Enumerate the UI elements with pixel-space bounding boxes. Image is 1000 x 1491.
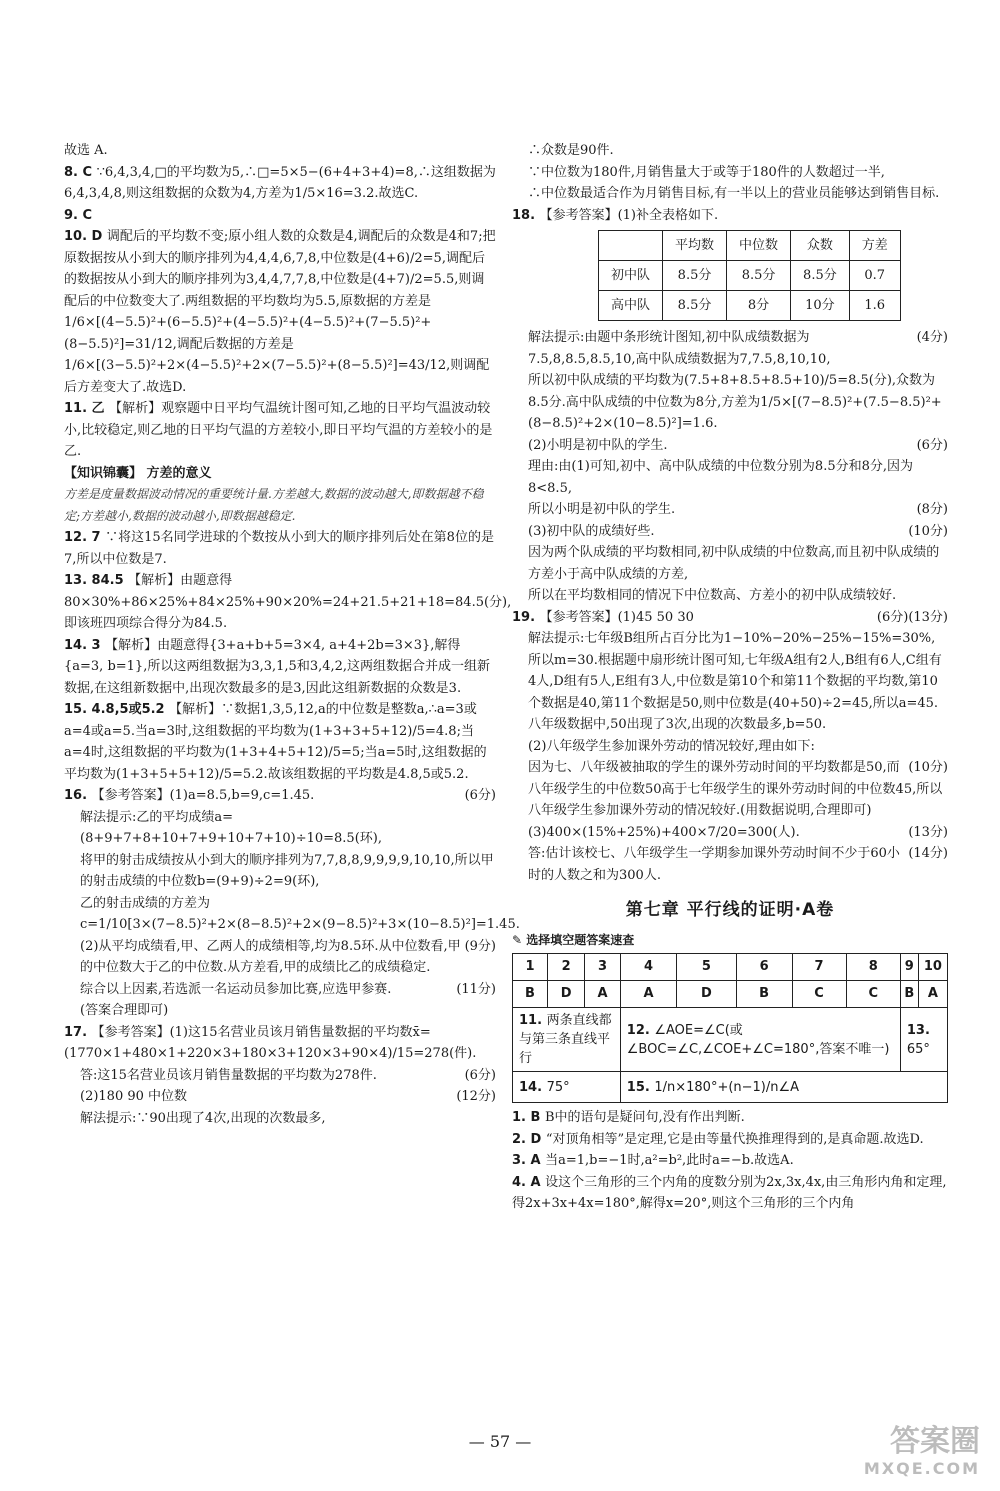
answer-text: 答:估计该校七、八年级学生一学期参加课外劳动时间不少于60小时的人数之和为300人. (528, 846, 900, 883)
answer-text: ∵将这15名同学进球的个数按从小到大的顺序排列后处在第8位的是7,所以中位数是7. (64, 530, 494, 567)
text-line (512, 183, 948, 205)
answer-cell: A (620, 981, 676, 1008)
table-row (599, 261, 901, 291)
answer-text: 方差是度量数据波动情况的重要统计量.方差越大,数据的波动越大,即数据越不稳定;方差越小,数据的波动越小,即数据越稳定. (64, 487, 484, 523)
text-line (512, 1172, 948, 1215)
question-number: 16. (64, 788, 92, 803)
answer-text: 解法提示:由题中条形统计图知,初中队成绩数据为7.5,8,8.5,8.5,10,高中队成绩数据为7,7.5,8,10,10, (528, 330, 831, 367)
answer-text: 设这个三角形的三个内角的度数分别为2x,3x,4x,由三角形内角和定理,得2x+3x+4x=180°,解得x=20°,则这个三角形的三个内角 (512, 1174, 947, 1211)
text-line (64, 635, 496, 700)
answer-cell (513, 1072, 621, 1103)
text-line (512, 628, 948, 736)
fill-number: 15. (626, 1079, 655, 1095)
answer-text: 解法提示:∵90出现了4次,出现的次数最多, (80, 1110, 326, 1126)
score-points: (6分) (916, 437, 948, 453)
fill-number: 12. (626, 1022, 655, 1038)
question-number: 8. C (64, 164, 97, 180)
answer-cell: 5 (677, 954, 737, 981)
score-points: (8分) (916, 502, 948, 517)
table-cell: 8.5分 (663, 261, 727, 291)
fill-answer: 65° (906, 1041, 930, 1057)
score-points: (12分) (456, 1089, 496, 1104)
text-line (64, 785, 496, 807)
answer-cell: B (736, 981, 792, 1008)
table-cell: 10分 (791, 291, 850, 321)
text-line (64, 1086, 496, 1108)
answer-cell (620, 1072, 947, 1103)
answer-text: 【解析】由题意得80×30%+86×25%+84×25%+90×20%=24+21.5+21+18=84.5(分),即该班四项综合得分为84.5. (64, 573, 512, 631)
answer-text: 将甲的射击成绩按从小到大的顺序排列为7,7,8,8,9,9,9,9,10,10,所以甲的射击成绩的中位数b=(9+9)÷2=9(环), (80, 852, 494, 889)
table-cell: 初中队 (599, 261, 663, 291)
text-line (64, 162, 496, 205)
answer-cell: B (513, 981, 548, 1008)
text-line (64, 936, 496, 979)
text-line (64, 699, 496, 785)
answer-cell (620, 1008, 900, 1072)
text-line (512, 822, 948, 844)
text-line (64, 1000, 496, 1022)
answer-text: (2)八年级学生参加课外劳动的情况较好,理由如下: (528, 738, 815, 754)
question-number: 3. A (512, 1153, 546, 1168)
text-line (64, 484, 496, 527)
answer-text: 【解析】观察题中日平均气温统计图可知,乙地的日平均气温波动较小,比较稳定,则乙地的日平均气温的方差较小,即日平均气温的方差较小的是乙. (64, 401, 493, 459)
answer-text: 答:这15名营业员该月销售量数据的平均数为278件. (80, 1067, 377, 1083)
answer-text: 【知识锦囊】 方差的意义 (64, 465, 212, 481)
answer-text: 综合以上因素,若选派一名运动员参加比赛,应选甲参赛. (80, 981, 392, 997)
table-cell: 8.5分 (791, 261, 850, 291)
question-number: 1. B (512, 1110, 545, 1125)
question-number: 2. D (512, 1131, 546, 1147)
answer-cell: D (677, 981, 737, 1008)
table-header-row (599, 231, 901, 261)
text-line (64, 1108, 496, 1130)
answer-cell: 2 (548, 954, 585, 981)
answer-text: (答案合理即可) (80, 1003, 169, 1018)
question-number: 14. 3 (64, 637, 106, 653)
answer-text: 乙的射击成绩的方差为c=1/10[3×(7−8.5)²+2×(8−8.5)²+2×(9−8.5)²+3×(10−8.5)²]=1.45. (80, 895, 520, 932)
answer-text: “对顶角相等”是定理,它是由等量代换推理得到的,是真命题.故选D. (545, 1131, 924, 1147)
answer-table (512, 953, 948, 1103)
answer-text: 【参考答案】(1)45 50 30 (539, 609, 694, 625)
text-line (512, 499, 948, 521)
answer-choice-row (513, 981, 948, 1008)
question-number: 12. 7 (64, 530, 106, 545)
answer-text: 【参考答案】(1)a=8.5,b=9,c=1.45. (91, 788, 315, 803)
fill-answer: ∠AOE=∠C(或∠BOC=∠C,∠COE+∠C=180°,答案不唯一) (626, 1022, 890, 1057)
answer-text: 【参考答案】(1)这15名营业员该月销售量数据的平均数x̄=(1770×1+480×1+220×3+180×3+120×3+90×4)/15=278(件). (64, 1024, 477, 1061)
text-line (64, 1022, 496, 1065)
text-line (512, 140, 948, 162)
fill-answer: 两条直线都与第三条直线平行 (519, 1013, 612, 1066)
table-row (599, 291, 901, 321)
table-cell: 平均数 (663, 231, 727, 261)
answer-cell: 3 (585, 954, 620, 981)
text-line (64, 979, 496, 1001)
score-points: (13分) (908, 609, 948, 625)
answer-text: 当a=1,b=−1时,a²=b²,此时a=−b.故选A. (545, 1153, 794, 1168)
question-number: 17. (64, 1024, 92, 1040)
score-table (598, 230, 901, 321)
answer-text: 因为两个队成绩的平均数相同,初中队成绩的中位数高,而且初中队成绩的方差小于高中队成绩的方差, (528, 545, 940, 582)
text-line (64, 398, 496, 463)
score-points: (6分) (876, 609, 909, 625)
watermark-text: 答案圈 (890, 1424, 980, 1459)
quick-answer-heading (512, 930, 948, 952)
score-points: (10分) (908, 760, 948, 775)
score-points: (14分) (908, 846, 948, 861)
score-points: (6分) (464, 788, 496, 803)
score-points: (13分) (908, 824, 948, 840)
answer-text: 理由:由(1)可知,初中、高中队成绩的中位数分别为8.5分和8分,因为8<8.5, (528, 459, 914, 496)
text-line (64, 140, 496, 162)
fill-row (513, 1008, 948, 1072)
right-column (512, 140, 948, 1215)
table-cell: 8.5分 (663, 291, 727, 321)
table-cell: 1.6 (849, 291, 900, 321)
table-cell: 0.7 (849, 261, 900, 291)
left-column (64, 140, 520, 1129)
question-number: 9. C (64, 207, 93, 223)
text-line (64, 463, 496, 485)
table-cell: 方差 (849, 231, 900, 261)
score-points: (4分) (916, 330, 948, 345)
answer-text: (2)从平均成绩看,甲、乙两人的成绩相等,均为8.5环.从中位数看,甲的中位数大于乙的中位数.从方差看,甲的成绩比乙的成绩稳定. (80, 938, 461, 975)
answer-cell: 4 (620, 954, 676, 981)
answer-text: (3)400×(15%+25%)+400×7/20=300(人). (528, 824, 800, 840)
answer-text: 【参考答案】(1)补全表格如下. (539, 207, 719, 223)
answer-text: 解法提示:乙的平均成绩a=(8+9+7+8+10+7+9+10+7+10)÷10=8.5(环), (80, 809, 382, 846)
answer-text: 解法提示:七年级B组所占百分比为1−10%−20%−25%−15%=30%,所以m=30.根据题中扇形统计图可知,七年级A组有2人,B组有6人,C组有4人,D组有5人,E组有3人,中位数是第10个和第11个数据的平均数,第10个数据是40,第11个数据是50,则中位数是(40+50)÷2=45,所以a=45.八年级数据中,50出现了3次,出现的次数最多,b=50. (528, 631, 942, 732)
text-line (512, 736, 948, 758)
fill-answer: 75° (546, 1079, 570, 1095)
answer-text: ∴众数是90件. (528, 143, 614, 158)
answer-text: 故选 A. (64, 143, 108, 158)
right-top-block (512, 140, 948, 226)
text-line (64, 570, 512, 635)
answer-text: ∵中位数为180件,月销售量大于或等于180件的人数超过一半, (528, 164, 885, 180)
table-cell: 中位数 (727, 231, 791, 261)
answer-text: 【解析】∵数据1,3,5,12,a的中位数是整数a,∴a=3或a=4或a=5.当a=3时,这组数据的平均数为(1+3+3+5+12)/5=4.8;当a=4时,这组数据的平均数为(1+3+4+5+12)/5=5;当a=5时,这组数据的平均数为(1+3+5+5+12)/5=5.2.故该组数据的平均数是4.8,5或5.2. (64, 702, 487, 782)
answer-cell (900, 1008, 947, 1072)
answer-cell: 8 (846, 954, 900, 981)
table-cell: 众数 (791, 231, 850, 261)
fill-answer: 1/n×180°+(n−1)/n∠A (654, 1079, 800, 1095)
question-number: 18. (512, 207, 540, 223)
text-line (512, 1150, 948, 1172)
fill-number: 13. (906, 1022, 930, 1038)
answer-text: (2)小明是初中队的学生. (528, 437, 668, 453)
text-line (512, 521, 948, 543)
question-number: 13. 84.5 (64, 573, 129, 588)
text-line (64, 850, 496, 893)
quick-answer-title: 选择填空题答案速查 (526, 932, 635, 947)
answer-cell: 1 (513, 954, 548, 981)
answer-text: 调配后的平均数不变;原小组人数的众数是4,调配后的众数是4和7;把原数据按从小到大的顺序排列为4,4,4,6,7,8,中位数是(4+6)/2=5,调配后的数据按从小到大的顺序排列为3,4,4,7,7,8,中位数是(4+7)/2=5.5,则调配后的中位数变大了.两组数据的平均数均为5.5,原数据的方差是1/6×[(4−5.5)²+(6−5.5)²+(4−5.5)²+(4−5.5)²+(7−5.5)²+(8−5.5)²]=31/12,调配后数据的方差是1/6×[(3−5.5)²+2×(4−5.5)²+2×(7−5.5)²+(8−5.5)²]=43/12,则调配后方差变大了.故选D. (64, 229, 496, 395)
answer-cell: D (548, 981, 585, 1008)
fill-row (513, 1072, 948, 1103)
fill-number: 11. (519, 1013, 547, 1028)
answer-text: (2)180 90 中位数 (80, 1089, 188, 1104)
text-line (64, 527, 496, 570)
text-line (512, 205, 948, 227)
right-mid-block (512, 327, 948, 886)
answer-text: B中的语句是疑问句,没有作出判断. (544, 1110, 745, 1125)
text-line (64, 1065, 496, 1087)
table-cell: 高中队 (599, 291, 663, 321)
text-line (512, 1107, 948, 1129)
text-line (64, 893, 520, 936)
text-line (64, 226, 496, 398)
score-points: (10分) (908, 523, 948, 539)
text-line (512, 542, 948, 585)
question-number: 19. (512, 609, 540, 625)
answer-cell: A (585, 981, 620, 1008)
table-cell: 8分 (727, 291, 791, 321)
score-points: (11分) (456, 981, 496, 997)
text-line (512, 757, 948, 822)
text-line (512, 456, 948, 499)
watermark-logo (780, 1425, 980, 1481)
answer-text: 所以在平均数相同的情况下中位数高、方差小的初中队成绩较好. (528, 588, 897, 603)
text-line (512, 585, 948, 607)
text-line (512, 162, 948, 184)
question-number: 4. A (512, 1174, 546, 1190)
answer-cell: C (792, 981, 846, 1008)
table-cell (599, 231, 663, 261)
answer-cell: 10 (918, 954, 947, 981)
answer-text: (3)初中队的成绩好些. (528, 523, 655, 539)
question-number: 11. 乙 (64, 401, 110, 416)
score-points: (9分) (464, 938, 496, 954)
answer-text: ∵6,4,3,4,□的平均数为5,∴□=5×5−(6+4+3+4)=8,∴这组数据为6,4,3,4,8,则这组数据的众数为4,方差为1/5×16=3.2.故选C. (64, 164, 496, 201)
answer-number-row (513, 954, 948, 981)
question-number: 10. D (64, 229, 107, 244)
question-number: 15. 4.8,5或5.2 (64, 702, 170, 717)
answer-text: 【解析】由题意得{3+a+b+5=3×4, a+4+2b=3×3},解得{a=3, b=1},所以这两组数据为3,3,1,5和3,4,2,这两组数据合并成一组新数据,在这组新数据中,出现次数最多的是3,因此这组新数据的众数是3. (64, 637, 491, 696)
answer-cell: 6 (736, 954, 792, 981)
table-cell: 8.5分 (727, 261, 791, 291)
answer-cell: 7 (792, 954, 846, 981)
page-number: — 57 — (468, 1432, 532, 1451)
answer-cell: C (846, 981, 900, 1008)
answer-text: 所以初中队成绩的平均数为(7.5+8+8.5+8.5+10)/5=8.5(分),众数为8.5分.高中队成绩的中位数为8分,方差为1/5×[(7−8.5)²+(7.5−8.5)²+(8−8.5)²+2×(10−8.5)²]=1.6. (528, 373, 942, 431)
answer-text: ∴中位数最适合作为月销售目标,有一半以上的营业员能够达到销售目标. (528, 186, 940, 201)
answer-text: 因为七、八年级被抽取的学生的课外劳动时间的平均数都是50,而八年级学生的中位数50高于七年级学生的课外劳动时间的中位数45,所以八年级学生参加课外劳动的情况较好.(用数据说明,合理即可) (528, 760, 943, 818)
right-bottom-block (512, 1107, 948, 1215)
text-line (512, 370, 948, 435)
text-line (512, 435, 948, 457)
answer-cell: A (918, 981, 947, 1008)
text-line (512, 607, 948, 629)
answer-cell (513, 1008, 621, 1072)
answer-cell: 9 (900, 954, 918, 981)
score-points: (6分) (464, 1067, 496, 1083)
text-line (512, 843, 948, 886)
text-line (512, 1129, 948, 1151)
answer-text: 所以小明是初中队的学生. (528, 502, 676, 517)
watermark-url: MXQE.COM (863, 1459, 980, 1478)
text-line (64, 807, 496, 850)
chapter-title: 第七章 平行线的证明·A卷 (625, 900, 835, 920)
answer-cell: B (900, 981, 918, 1008)
pencil-icon: ✎ (512, 932, 527, 947)
text-line (64, 205, 496, 227)
text-line (512, 327, 948, 370)
fill-number: 14. (519, 1079, 547, 1095)
